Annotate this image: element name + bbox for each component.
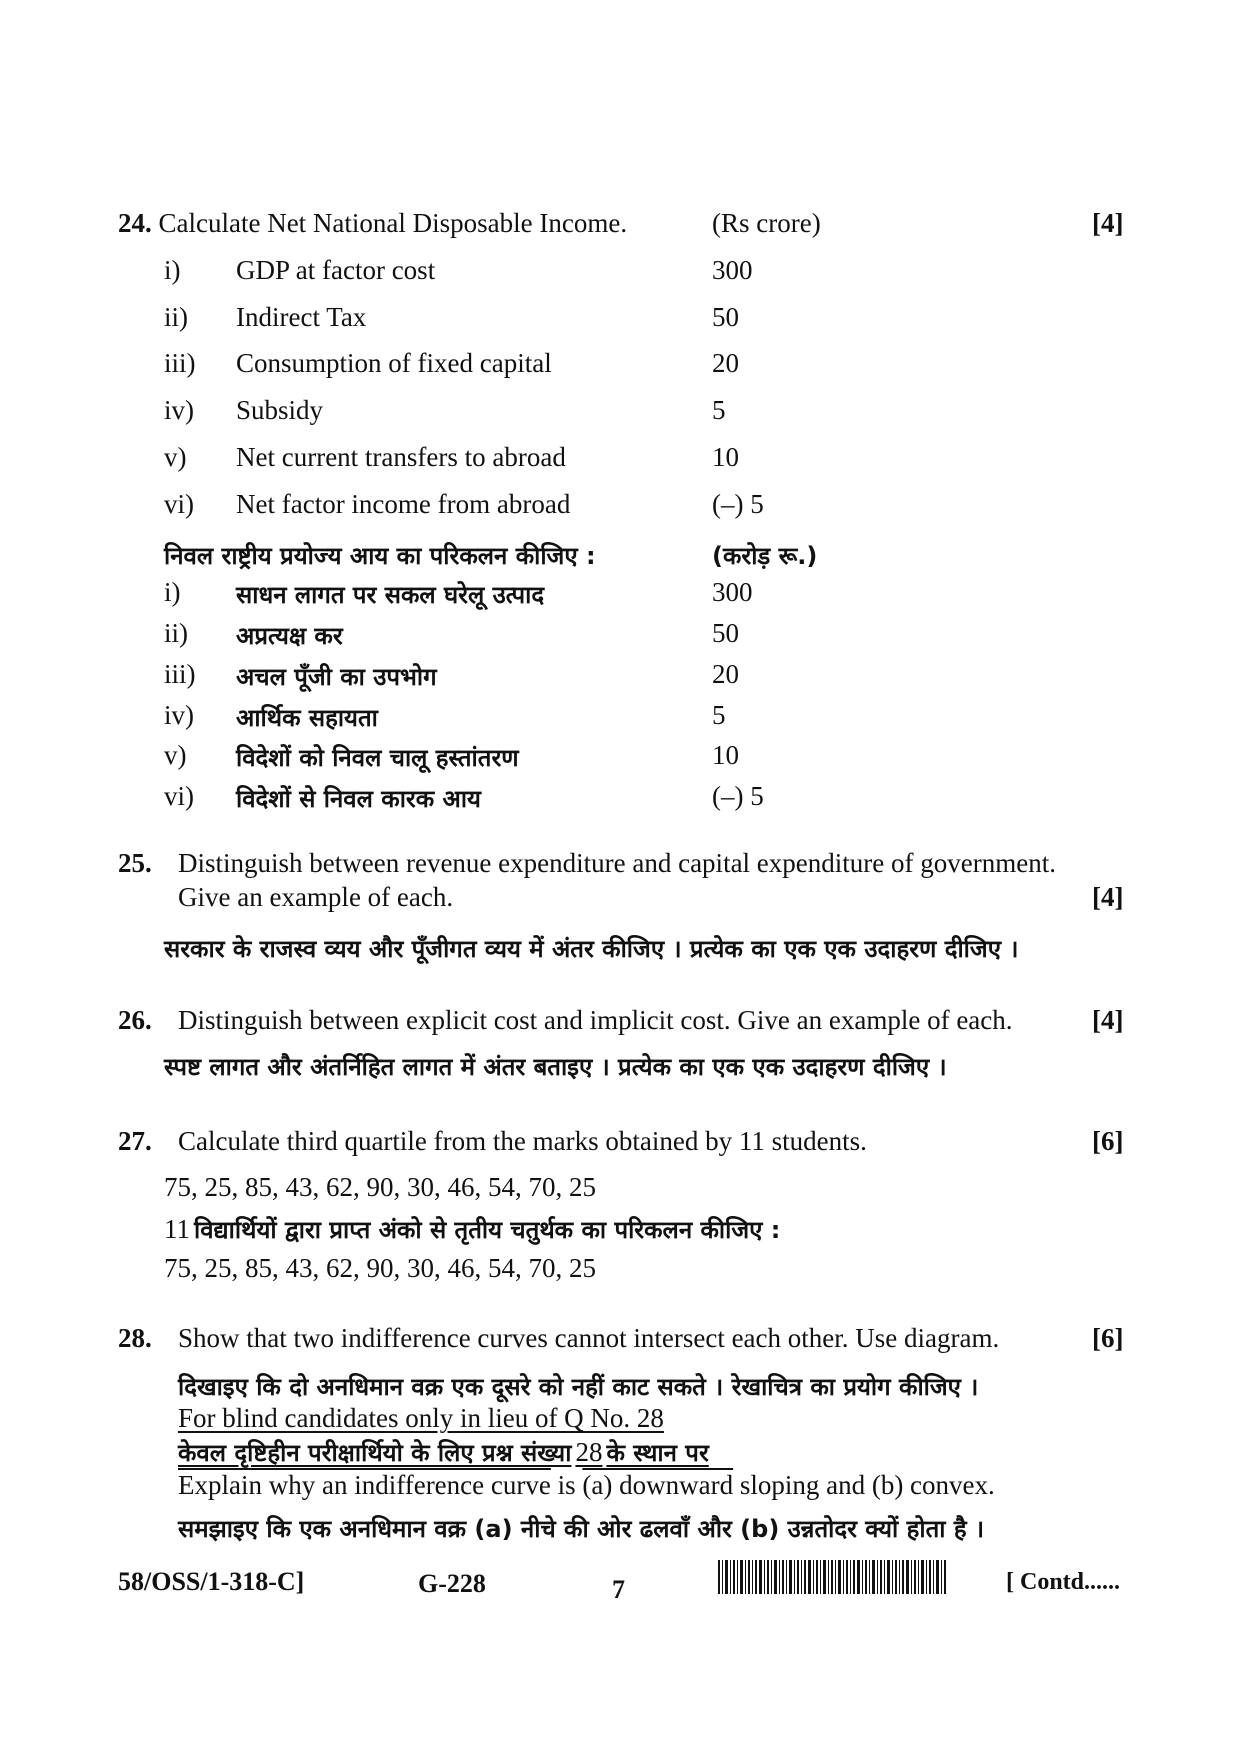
alternate-question-part: Explain why an indifference curve bbox=[178, 1470, 551, 1500]
item-value: 5 bbox=[712, 700, 726, 730]
marks-label: [4] bbox=[1092, 882, 1124, 912]
hindi-heading: निवल राष्ट्रीय प्रयोज्य आय का परिकलन कीजिए : bbox=[164, 542, 596, 570]
continued-label: [ Contd...... bbox=[1006, 1569, 1121, 1595]
item-number: iv) bbox=[164, 700, 194, 730]
blind-note-hindi-part: के स्थान पर bbox=[606, 1439, 709, 1467]
item-value: 50 bbox=[712, 618, 739, 648]
item-number: iv) bbox=[164, 395, 194, 425]
item-value: 20 bbox=[712, 348, 739, 378]
question-number: 26. bbox=[118, 1005, 152, 1035]
set-code: G-228 bbox=[418, 1569, 486, 1598]
marks-label: [6] bbox=[1092, 1126, 1124, 1156]
blind-candidates-note-hindi bbox=[178, 1436, 709, 1469]
question-text: Distinguish between revenue expenditure and capital expenditure of government. bbox=[178, 848, 1056, 878]
item-number: iii) bbox=[164, 659, 196, 689]
question-text: Show that two indifference curves cannot intersect each other. Use diagram. bbox=[178, 1323, 1000, 1353]
item-number: i) bbox=[164, 255, 181, 285]
blind-note-question-number: 28 bbox=[575, 1437, 603, 1467]
marks-label: [4] bbox=[1092, 208, 1124, 238]
hindi-question-text: दिखाइए कि दो अनधिमान वक्र एक दूसरे को नहीं काट सकते । रेखाचित्र का प्रयोग कीजिए । bbox=[178, 1373, 979, 1401]
item-value: (–) 5 bbox=[712, 781, 764, 811]
item-number: iii) bbox=[164, 348, 196, 378]
item-value: 10 bbox=[712, 740, 739, 770]
item-label: Net factor income from abroad bbox=[236, 489, 571, 519]
data-values: 75, 25, 85, 43, 62, 90, 30, 46, 54, 70, 25 bbox=[164, 1253, 596, 1283]
hindi-question-text: स्पष्ट लागत और अंतर्निहित लागत में अंतर बताइए । प्रत्येक का एक एक उदाहरण दीजिए । bbox=[164, 1053, 947, 1081]
marks-label: [6] bbox=[1092, 1323, 1124, 1353]
alternate-question-text bbox=[178, 1470, 995, 1501]
question-number: 28. bbox=[118, 1323, 152, 1353]
alternate-question-part: sloping and (b) convex. bbox=[739, 1470, 995, 1500]
unit-label: (Rs crore) bbox=[712, 208, 821, 238]
question-text: Distinguish between explicit cost and implicit cost. Give an example of each. bbox=[178, 1005, 1013, 1035]
item-value: 50 bbox=[712, 302, 739, 332]
item-value: 10 bbox=[712, 442, 739, 472]
paper-code: 58/OSS/1-318-C] bbox=[118, 1567, 305, 1596]
item-number: ii) bbox=[164, 302, 188, 332]
item-value: 300 bbox=[712, 577, 753, 607]
alternate-question-part: (a) downward bbox=[582, 1470, 734, 1500]
question-text: Calculate third quartile from the marks obtained by 11 students. bbox=[178, 1126, 867, 1156]
item-label: Subsidy bbox=[236, 395, 324, 425]
item-value: (–) 5 bbox=[712, 489, 764, 519]
item-number: vi) bbox=[164, 781, 194, 811]
item-label: आर्थिक सहायता bbox=[236, 704, 378, 732]
hindi-question-text: सरकार के राजस्व व्यय और पूँजीगत व्यय में अंतर कीजिए । प्रत्येक का एक एक उदाहरण दीजिए । bbox=[164, 935, 1019, 963]
item-value: 5 bbox=[712, 395, 726, 425]
item-number: v) bbox=[164, 442, 187, 472]
hindi-question-body: विद्यार्थियों द्वारा प्राप्त अंको से तृतीय चतुर्थक का परिकलन कीजिए : bbox=[194, 1216, 781, 1244]
q24-heading bbox=[118, 208, 627, 239]
student-count: 11 bbox=[164, 1214, 190, 1244]
item-number: v) bbox=[164, 740, 187, 770]
question-number: 24. bbox=[118, 208, 152, 238]
blind-candidates-note: For blind candidates only in lieu of Q No. 28 bbox=[178, 1403, 664, 1433]
item-label: साधन लागत पर सकल घरेलू उत्पाद bbox=[236, 581, 545, 609]
hindi-unit-label: (करोड़ रू.) bbox=[712, 542, 818, 570]
question-text: Give an example of each. bbox=[178, 882, 454, 912]
item-number: vi) bbox=[164, 489, 194, 519]
item-number: ii) bbox=[164, 618, 188, 648]
blind-note-hindi-part: केवल दृष्टिहीन परीक्षार्थियो के लिए प्रश्न संख्या bbox=[178, 1439, 572, 1467]
item-label: Net current transfers to abroad bbox=[236, 442, 566, 472]
question-number: 27. bbox=[118, 1126, 152, 1156]
page-number: 7 bbox=[612, 1575, 625, 1604]
item-value: 20 bbox=[712, 659, 739, 689]
item-value: 300 bbox=[712, 255, 753, 285]
question-number: 25. bbox=[118, 848, 152, 878]
item-label: अप्रत्यक्ष कर bbox=[236, 622, 343, 650]
barcode-icon bbox=[718, 1560, 946, 1594]
data-values: 75, 25, 85, 43, 62, 90, 30, 46, 54, 70, 25 bbox=[164, 1172, 596, 1202]
alternate-question-part: is bbox=[557, 1470, 576, 1500]
item-label: विदेशों से निवल कारक आय bbox=[236, 785, 481, 813]
item-label: अचल पूँजी का उपभोग bbox=[236, 663, 437, 691]
question-text: Calculate Net National Disposable Income. bbox=[158, 208, 628, 238]
item-label: GDP at factor cost bbox=[236, 255, 436, 285]
alternate-question-hindi: समझाइए कि एक अनधिमान वक्र (a) नीचे की ओर ढलवाँ और (b) उन्नतोदर क्यों होता है । bbox=[178, 1515, 985, 1543]
item-label: विदेशों को निवल चालू हस्तांतरण bbox=[236, 744, 519, 772]
hindi-question-text bbox=[164, 1213, 780, 1246]
marks-label: [4] bbox=[1092, 1005, 1124, 1035]
item-number: i) bbox=[164, 577, 181, 607]
item-label: Indirect Tax bbox=[236, 302, 367, 332]
item-label: Consumption of fixed capital bbox=[236, 348, 552, 378]
